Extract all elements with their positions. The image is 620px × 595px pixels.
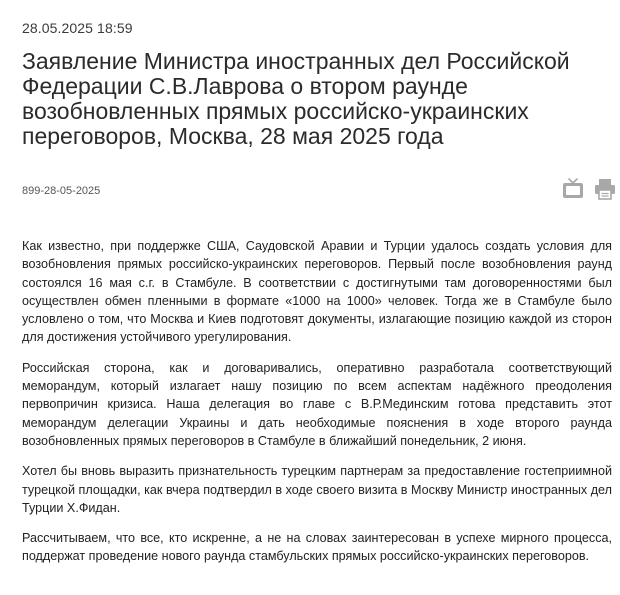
paragraph: Российская сторона, как и договаривались, оперативно разработала соответствующий меморандум, который излагает нашу позицию по всем аспектам надёжного преодоления первопричин кризиса. Наша делегация во главе с В.Р.Мединским готова представить этот меморандум делегации Украины и дать необходимые пояснения в ходе второго раунда возобновленных прямых переговоров в Стамбуле в ближайший понедельник, 2 июня.	[22, 360, 612, 448]
publication-date: 28.05.2025 18:59	[22, 20, 133, 36]
paragraph: Хотел бы вновь выразить признательность турецким партнерам за предоставление гостеприимной турецкой площадки, как вчера подтвердил в ходе своего визита в Москву Министр иностранных дел Турции Х.Фидан.	[22, 464, 612, 515]
article-tools	[562, 178, 618, 202]
article-body	[22, 237, 612, 578]
document-number: 899-28-05-2025	[22, 185, 101, 197]
printer-icon[interactable]	[594, 178, 616, 205]
tv-icon[interactable]	[562, 178, 584, 205]
paragraph: Как известно, при поддержке США, Саудовской Аравии и Турции удалось создать условия для возобновления прямых российско-украинских переговоров. Первый после возобновления раунд состоялся 16 мая с.г. в Стамбуле. В соответствии с достигнутыми там договоренностями был осуществлен обмен пленными в формате «1000 на 1000» человек. Тогда же в Стамбуле было условлено о том, что Москва и Киев подготовят документы, излагающие позицию каждой из сторон для достижения устойчивого урегулирования.	[22, 239, 612, 345]
paragraph: Рассчитываем, что все, кто искренне, а не на словах заинтересован в успехе мирного процесса, поддержат проведение нового раунда стамбульских прямых российско-украинских переговоров.	[22, 531, 612, 564]
page-title: Заявление Министра иностранных дел Российской Федерации С.В.Лаврова о втором раунде возобновленных прямых российско-украинских переговоров, Москва, 28 мая 2025 года	[22, 48, 570, 149]
